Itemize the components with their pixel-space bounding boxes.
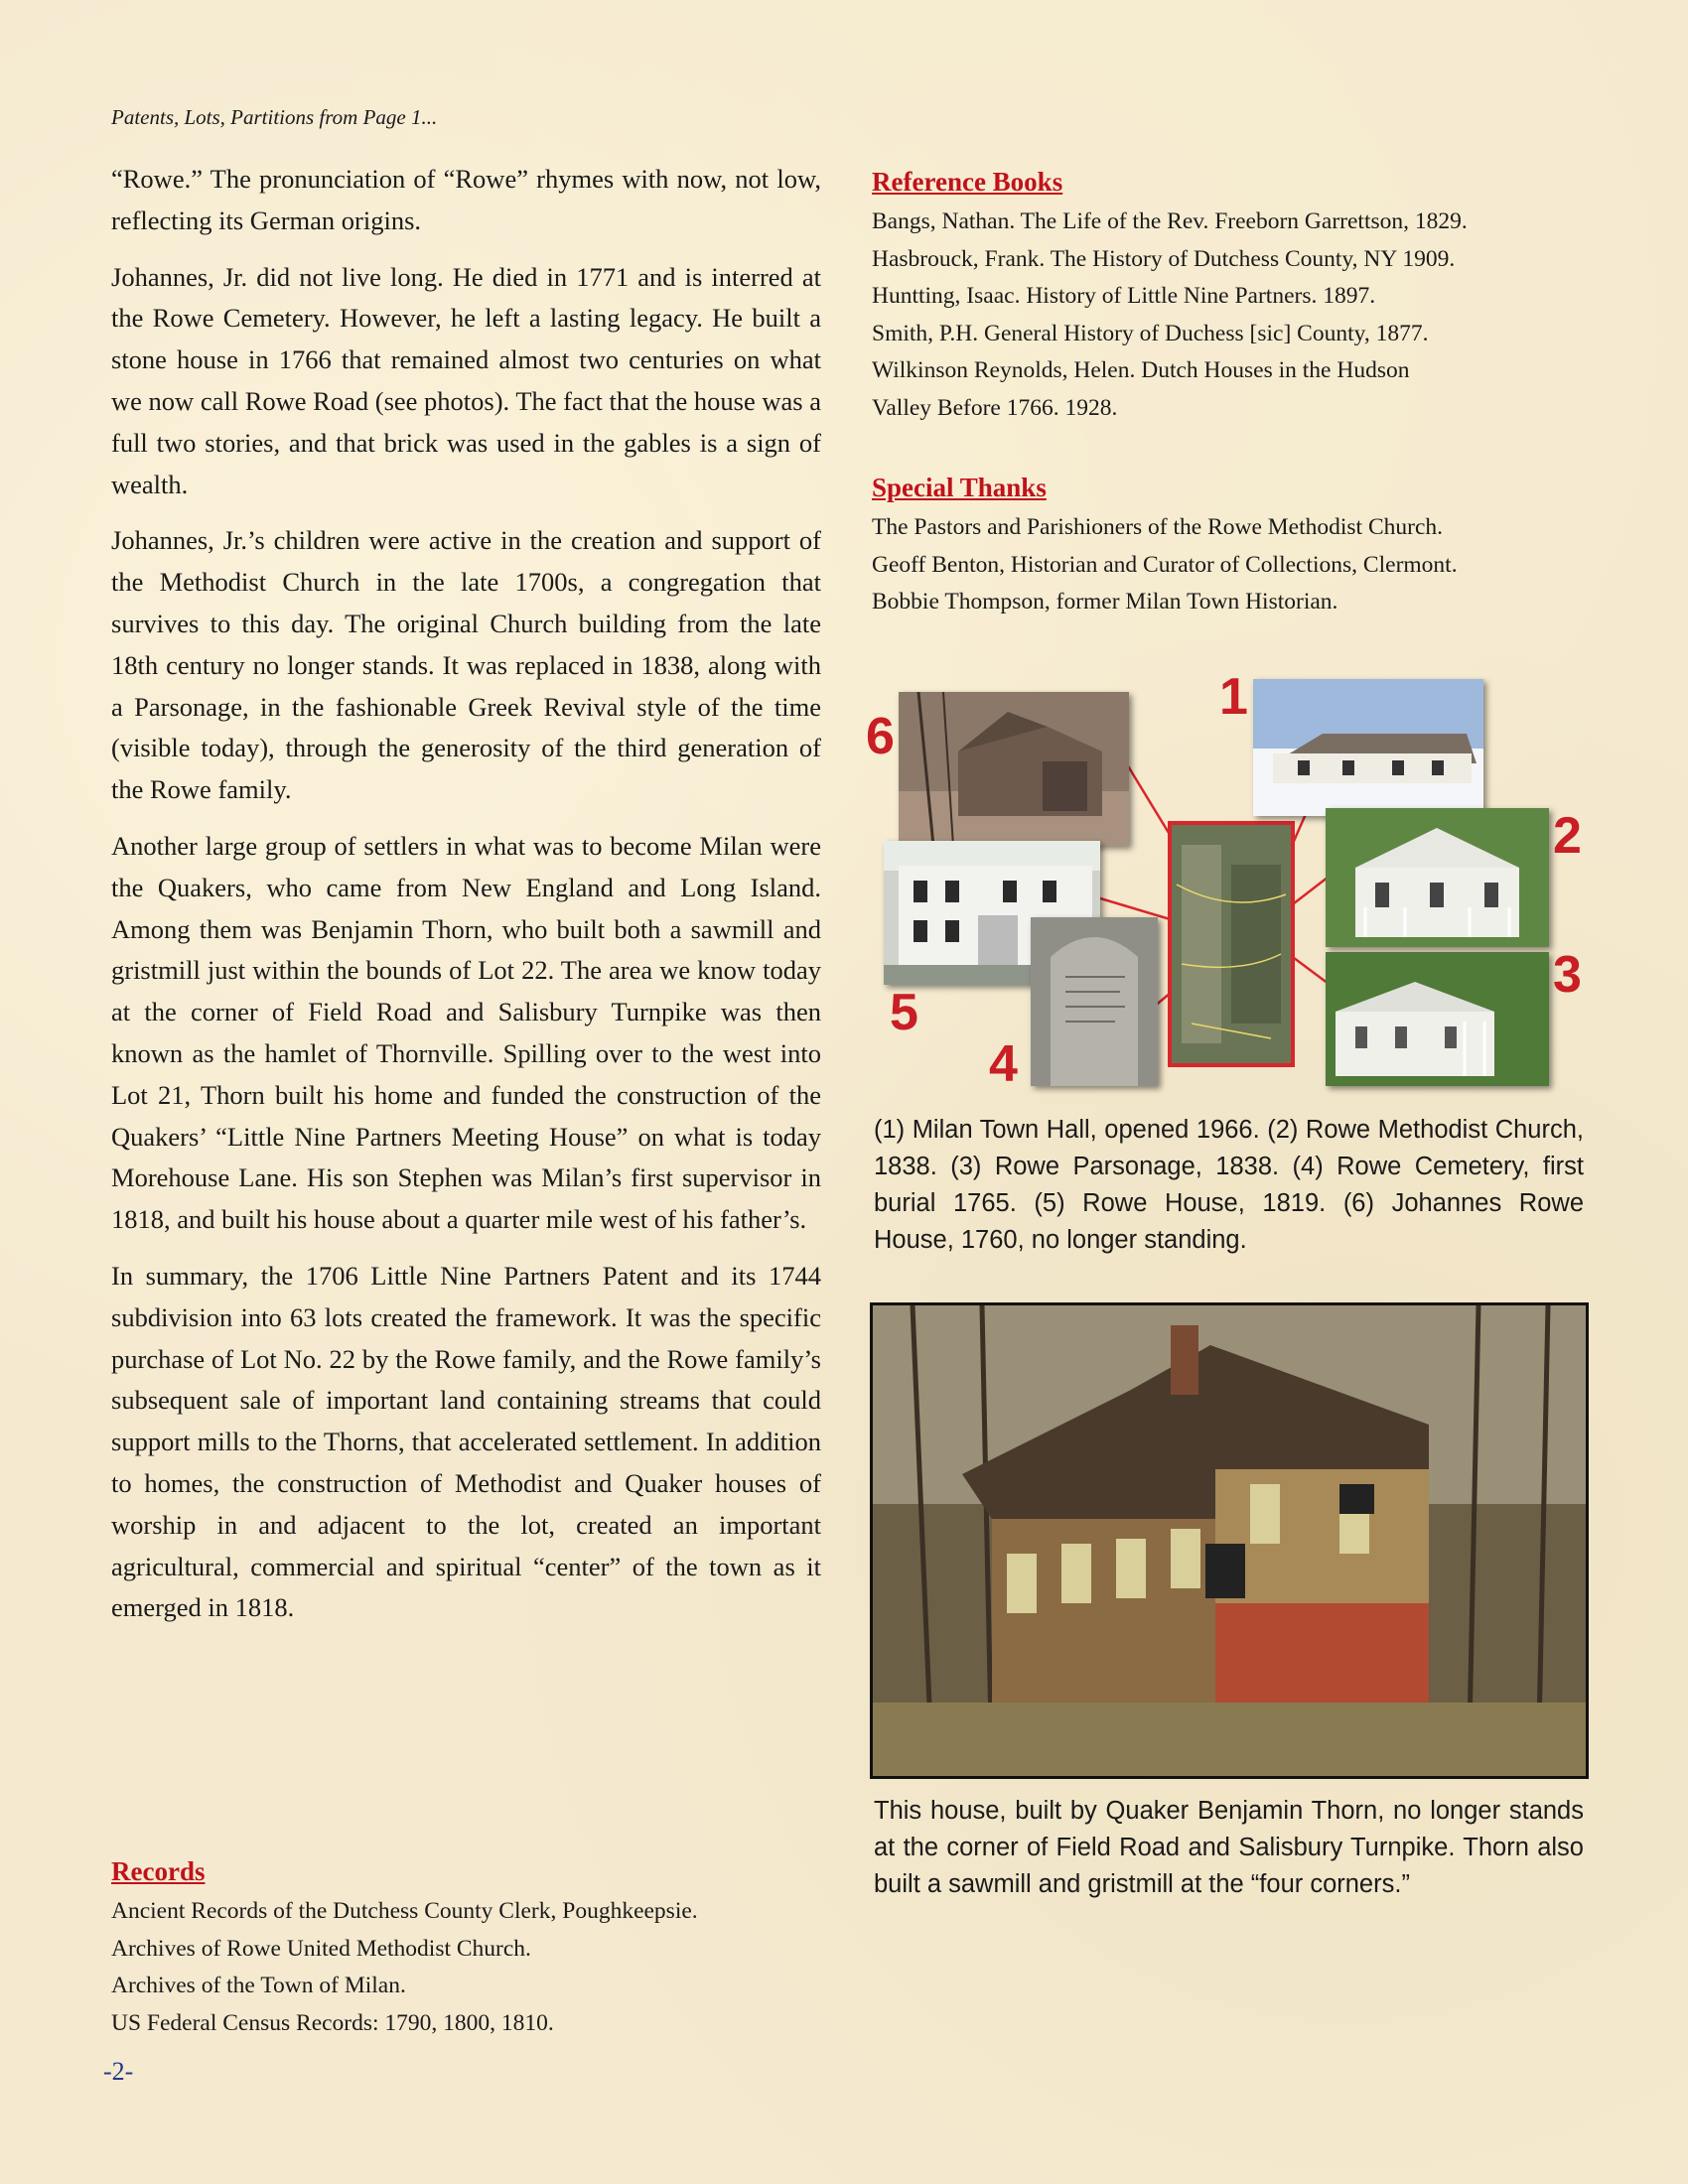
collage-number-4: 4 (989, 1035, 1018, 1093)
left-column (111, 159, 821, 1644)
reference-book-item: Huntting, Isaac. History of Little Nine Partners. 1897. (872, 283, 1376, 309)
records-item: US Federal Census Records: 1790, 1800, 1810. (111, 2009, 554, 2036)
reference-book-item: Smith, P.H. General History of Duchess [sic] County, 1877. (872, 320, 1429, 346)
reference-book-item: Wilkinson Reynolds, Helen. Dutch Houses in the Hudson (872, 357, 1410, 383)
lot-map (1168, 821, 1295, 1067)
records-list (111, 1893, 821, 2042)
paragraph-summary: In summary, the 1706 Little Nine Partners Patent and its 1744 subdivision into 63 lots created the framework. It was the specific purchase of Lot No. 22 by the Rowe family, and the Rowe family’s subsequent sale of important land containing streams that could support mills to the Thorns, that accelerated settlement. In addition to homes, the construction of Methodist and Quaker houses of worship in and adjacent to the lot, created an important agricultural, commercial and spiritual “center” of the town as it emerged in 1818. (111, 1260, 821, 1623)
paragraph-johannes-jr: Johannes, Jr. did not live long. He died in 1771 and is interred at the Rowe Cemetery. However, he left a lasting legacy. He built a stone house in 1766 that remained almost two centuries on what we now call Rowe Road (see photos). The fact that the house was a full two stories, and that brick was used in the gables is a sign of wealth. (111, 261, 821, 499)
records-item: Archives of Rowe United Methodist Church. (111, 1935, 531, 1962)
reference-books-title: Reference Books (872, 167, 1063, 197)
collage-number-1: 1 (1219, 668, 1248, 726)
special-thanks-item: Geoff Benton, Historian and Curator of Collections, Clermont. (872, 551, 1458, 578)
records-title: Records (111, 1856, 206, 1886)
records-item: Ancient Records of the Dutchess County Clerk, Poughkeepsie. (111, 1898, 698, 1924)
special-thanks-item: The Pastors and Parishioners of the Rowe Methodist Church. (872, 514, 1444, 540)
running-head: Patents, Lots, Partitions from Page 1... (111, 105, 438, 129)
photo-johannes-rowe-house (899, 692, 1129, 846)
reference-book-item: Hasbrouck, Frank. The History of Dutchess County, NY 1909. (872, 245, 1456, 272)
photo-rowe-parsonage (1326, 952, 1549, 1086)
paragraph-quakers: Another large group of settlers in what was to become Milan were the Quakers, who came from New England and Long Island. Among them was Benjamin Thorn, who built both a sawmill and gristmill just within the bounds of Lot 22. The area we know today at the corner of Field Road and Salisbury Turnpike was then known as the hamlet of Thornville. Spilling over to the west into Lot 21, Thorn built his home and funded the construction of the Quakers’ “Little Nine Partners Meeting House” on what is today Morehouse Lane. His son Stephen was Milan’s first supervisor in 1818, and built his house about a quarter mile west of his father’s. (111, 830, 821, 1235)
reference-book-item: Valley Before 1766. 1928. (872, 394, 1118, 421)
reference-books-section (872, 167, 1582, 427)
paragraph-rowe-pronunciation: “Rowe.” The pronunciation of “Rowe” rhymes with now, not low, reflecting its German origins. (111, 164, 821, 235)
special-thanks-title: Special Thanks (872, 473, 1047, 502)
reference-books-list (872, 204, 1582, 427)
reference-book-item: Bangs, Nathan. The Life of the Rev. Freeborn Garrettson, 1829. (872, 208, 1468, 234)
photo-collage (866, 667, 1585, 1104)
collage-number-2: 2 (1553, 807, 1582, 865)
records-item: Archives of the Town of Milan. (111, 1973, 406, 1998)
photo-caption: This house, built by Quaker Benjamin Thorn, no longer stands at the corner of Field Road and Salisbury Turnpike. Thorn also built a sawmill and gristmill at the “four corners.” (874, 1797, 1584, 1898)
records-section (111, 1856, 821, 2042)
photo-milan-town-hall (1253, 679, 1483, 816)
page-number: -2- (103, 2057, 134, 2086)
collage-number-3: 3 (1553, 946, 1582, 1004)
special-thanks-section (872, 473, 1582, 621)
photo-rowe-cemetery (1031, 917, 1158, 1086)
paragraph-methodist-church: Johannes, Jr.’s children were active in the creation and support of the Methodist Church in the late 1700s, a congregation that survives to this day. The original Church building from the late 18th century no longer stands. It was replaced in 1838, along with a Parsonage, in the fashionable Greek Revival style of the time (visible today), through the generosity of the third generation of the Rowe family. (111, 525, 821, 805)
special-thanks-list (872, 509, 1582, 621)
collage-number-5: 5 (890, 984, 918, 1041)
special-thanks-item: Bobbie Thompson, former Milan Town Historian. (872, 589, 1338, 614)
collage-caption: (1) Milan Town Hall, opened 1966. (2) Rowe Methodist Church, 1838. (3) Rowe Parsonage, 1838. (4) Rowe Cemetery, first burial 1765. (5) Rowe House, 1819. (6) Johannes Rowe House, 1760, no longer standing. (874, 1116, 1584, 1254)
photo-rowe-methodist-church (1326, 808, 1549, 947)
photo-thorn-house (870, 1302, 1589, 1779)
collage-number-6: 6 (866, 708, 895, 765)
